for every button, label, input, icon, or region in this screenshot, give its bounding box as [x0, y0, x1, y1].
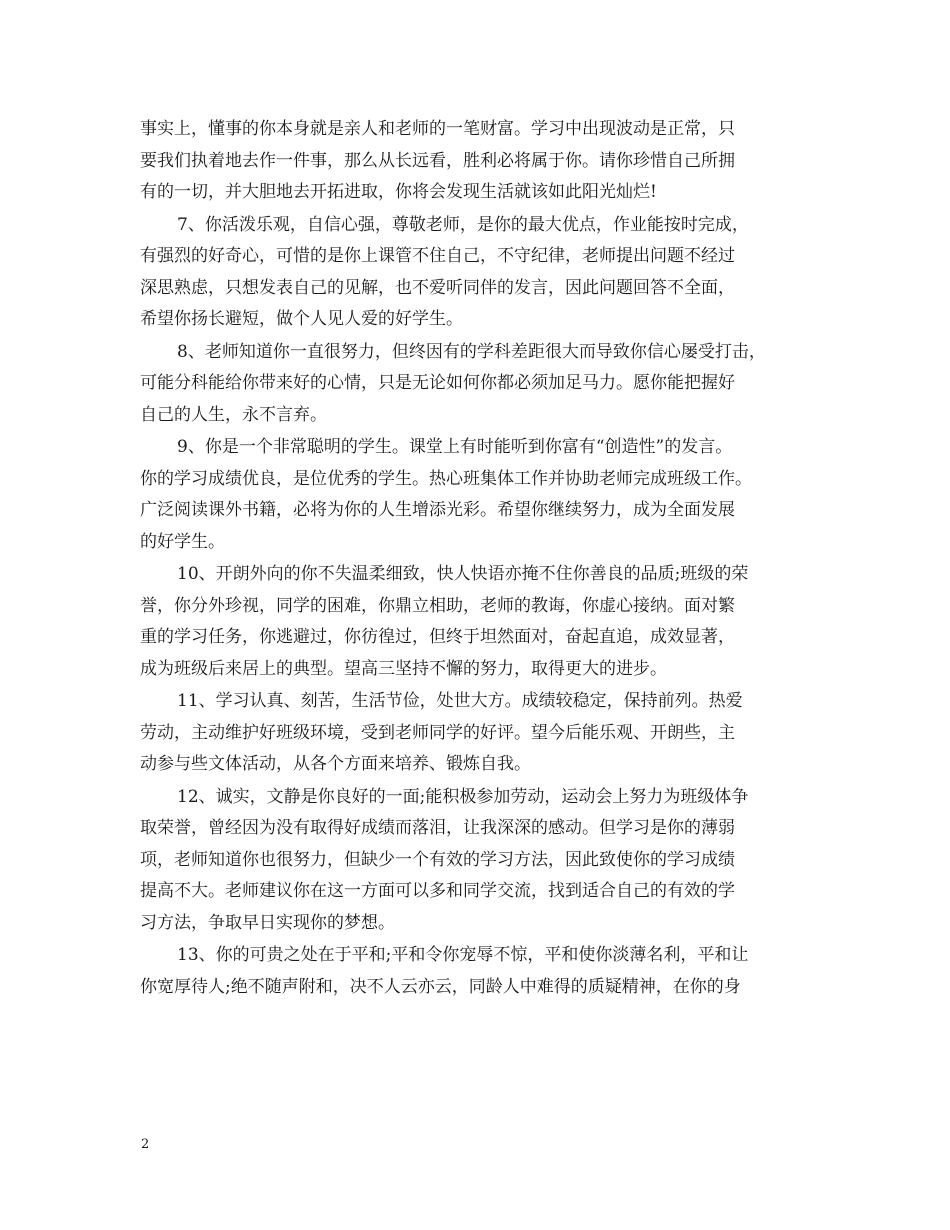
text-line: 希望你扬长避短，做个人见人爱的好学生。 — [140, 309, 463, 329]
paragraph — [140, 559, 820, 685]
text-line: 要我们执着地去作一件事，那么从长远看，胜利必将属于你。请你珍惜自己所拥 — [140, 150, 735, 171]
paragraph — [140, 114, 820, 209]
text-line: 习方法，争取早日实现你的梦想。 — [140, 912, 395, 933]
text-line: 重的学习任务，你逃避过，你彷徨过，但终于坦然面对，奋起直追，成效显著， — [140, 627, 735, 647]
text-line: 10、开朗外向的你不失温柔细致，快人快语亦掩不住你善良的品质;班级的荣 — [177, 564, 749, 584]
text-line: 深思熟虑，只想发表自己的见解，也不爱听同伴的发言，因此问题回答不全面， — [140, 277, 735, 298]
text-line: 有的一切，并大胆地去开拓进取，你将会发现生活就该如此阳光灿烂! — [140, 182, 657, 202]
text-line: 可能分科能给你带来好的心情，只是无论如何你都必须加足马力。愿你能把握好 — [140, 373, 735, 393]
paragraph — [140, 337, 820, 432]
text-line: 项，老师知道你也很努力，但缺少一个有效的学习方法，因此致使你的学习成绩 — [140, 849, 735, 870]
paragraph — [140, 940, 820, 1003]
text-line: 成为班级后来居上的典型。望高三坚持不懈的努力，取得更大的进步。 — [140, 658, 667, 679]
text-line: 7、你活泼乐观，自信心强，尊敬老师，是你的最大优点，作业能按时完成， — [177, 214, 749, 235]
paragraph — [140, 210, 820, 336]
text-line: 动参与些文体活动，从各个方面来培养、锻炼自我。 — [140, 754, 531, 774]
document-body — [140, 114, 820, 1003]
page-number: 2 — [141, 1137, 150, 1152]
text-line: 誉，你分外珍视，同学的困难，你鼎立相助，老师的教诲，你虚心接纳。面对繁 — [140, 595, 735, 616]
text-line: 你的学习成绩优良，是位优秀的学生。热心班集体工作并协助老师完成班级工作。 — [140, 468, 752, 489]
text-line: 广泛阅读课外书籍，必将为你的人生增添光彩。希望你继续努力，成为全面发展 — [140, 500, 735, 520]
text-line: 你宽厚待人;绝不随声附和，决不人云亦云，同龄人中难得的质疑精神，在你的身 — [140, 976, 741, 997]
text-line: 的好学生。 — [140, 531, 225, 552]
text-line: 8、老师知道你一直很努力，但终因有的学科差距很大而导致你信心屡受打击， — [177, 341, 766, 362]
text-line: 11、学习认真、刻苦，生活节俭，处世大方。成绩较稳定，保持前列。热爱 — [177, 691, 743, 711]
paragraph — [140, 686, 820, 781]
text-line: 劳动，主动维护好班级环境，受到老师同学的好评。望今后能乐观、开朗些，主 — [140, 722, 735, 743]
text-line: 9、你是一个非常聪明的学生。课堂上有时能听到你富有“创造性”的发言。 — [177, 437, 733, 457]
paragraph — [140, 432, 820, 558]
text-line: 自己的人生，永不言弃。 — [140, 404, 327, 425]
text-line: 13、你的可贵之处在于平和;平和令你宠辱不惊，平和使你淡薄名利，平和让 — [177, 945, 749, 965]
text-line: 12、诚实，文静是你良好的一面;能积极参加劳动，运动会上努力为班级体争 — [177, 786, 749, 807]
paragraph — [140, 782, 820, 940]
text-line: 取荣誉，曾经因为没有取得好成绩而落泪，让我深深的感动。但学习是你的薄弱 — [140, 818, 735, 838]
text-line: 事实上，懂事的你本身就是亲人和老师的一笔财富。学习中出现波动是正常，只 — [140, 119, 735, 139]
text-line: 有强烈的好奇心，可惜的是你上课管不住自己，不守纪律，老师提出问题不经过 — [140, 246, 735, 266]
text-line: 提高不大。老师建议你在这一方面可以多和同学交流，找到适合自己的有效的学 — [140, 881, 735, 901]
